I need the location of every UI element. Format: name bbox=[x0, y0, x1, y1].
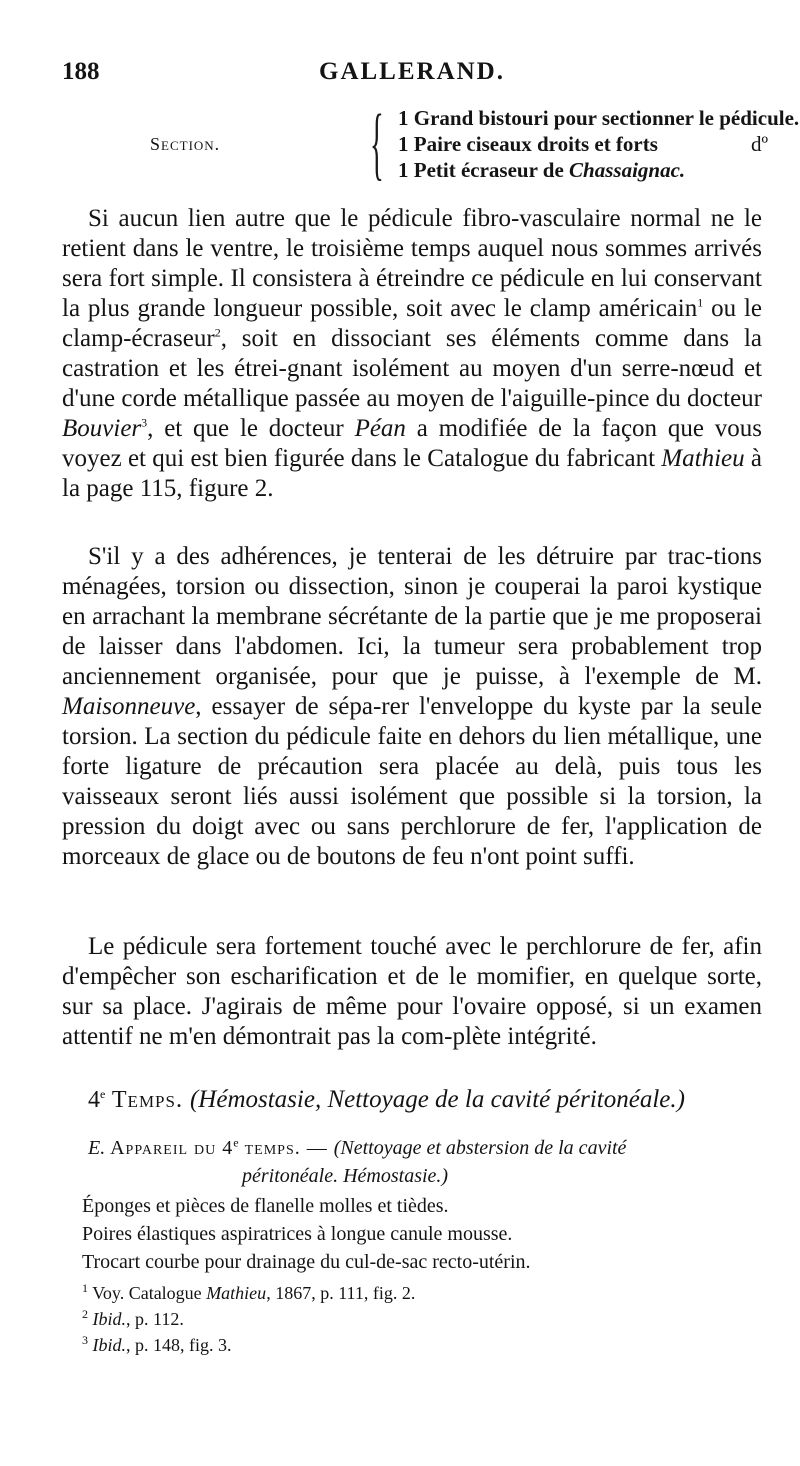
list-item: Éponges et pièces de flanelle molles et tièdes. bbox=[82, 1195, 449, 1217]
list-item: Poires élastiques aspiratrices à longue canule mousse. bbox=[82, 1223, 513, 1245]
footnote: $^2$ Ibid., p. 112. bbox=[82, 1307, 184, 1329]
instrument-item: 1 Petit écraseur de Chassaignac. bbox=[398, 158, 686, 182]
footnote: $^3$ Ibid., p. 148, fig. 3. bbox=[82, 1333, 232, 1355]
ditto-mark: dº bbox=[750, 132, 768, 156]
section-label: Section. bbox=[150, 134, 221, 154]
apparatus-list bbox=[82, 1192, 762, 1276]
paragraph: S'il y a des adhérences, je tenterai de les détruire par trac-tions ménagées, torsion ou dissection, sinon je couperai la paroi kystique en arrachant la membrane sécrétante de la partie que je me proposerai de laisser dans l'abdomen. Ici, la tumeur sera probablement trop anciennement organisée, pour que je puisse, à l'exemple de M. Maisonneuve, essayer de sépa-rer l'enveloppe du kyste par la seule torsion. La section du pédicule faite en dehors du lien métallique, une forte ligature de précaution sera placée au delà, puis tous les vaisseaux seront liés aussi isolément que possible si la torsion, la pression du doigt avec ou sans perchlorure de fer, l'application de morceaux de glace ou de boutons de feu n'ont point suffi. bbox=[62, 543, 762, 870]
list-item: Trocart courbe pour drainage du cul-de-sac recto-utérin. bbox=[82, 1251, 531, 1273]
instrument-item: 1 Paire ciseaux droits et forts dº bbox=[398, 132, 768, 156]
footnote-ref: 2 bbox=[214, 325, 221, 340]
brace-icon: { bbox=[370, 97, 384, 188]
apparatus-heading: E. Appareil du 4e temps. — (Nettoyage et abstersion de la cavité péritonéale. Hémostasie.) bbox=[88, 1135, 627, 1187]
instrument-item: 1 Grand bistouri pour sectionner le pédicule. bbox=[398, 106, 800, 130]
running-title: GALLERAND. bbox=[319, 58, 505, 85]
page-number: 188 bbox=[62, 58, 100, 85]
footnote-ref: 1 bbox=[697, 295, 704, 310]
paragraph: Si aucun lien autre que le pédicule fibro-vasculaire normal ne le retient dans le ventre, le troisième temps auquel nous sommes arrivés sera fort simple. Il consistera à étreindre ce pédicule en lui conservant la plus grande longueur possible, soit avec le clamp américain$^1$ ou le clamp-écraseur$^2$, soit en dissociant ses éléments comme dans la castration et les étrei-gnant isolément au moyen d'un serre-nœud et d'une corde métallique passée au moyen de l'aiguille-pince du docteur Bouvier$^3$, et que le docteur Péan a modifiée de la façon que vous voyez et qui est bien figurée dans le Catalogue du fabricant Mathieu à la page 115, figure 2. bbox=[62, 205, 762, 502]
section-heading: 4e Temps. (Hémostasie, Nettoyage de la cavité péritonéale.) bbox=[88, 1086, 685, 1113]
paragraph: Le pédicule sera fortement touché avec le perchlorure de fer, afin d'empêcher son escharification et de le momifier, en quelque sorte, sur sa place. J'agirais de même pour l'ovaire opposé, si un examen attentif ne m'en démontrait pas la com-plète intégrité. bbox=[62, 933, 762, 1050]
page-header bbox=[62, 58, 762, 94]
footnotes bbox=[82, 1280, 682, 1358]
footnote: $^1$ Voy. Catalogue Mathieu, 1867, p. 111, fig. 2. bbox=[82, 1281, 416, 1303]
instrument-list bbox=[398, 106, 800, 184]
section-instruments-block bbox=[62, 97, 800, 190]
footnote-ref: 3 bbox=[141, 415, 148, 430]
